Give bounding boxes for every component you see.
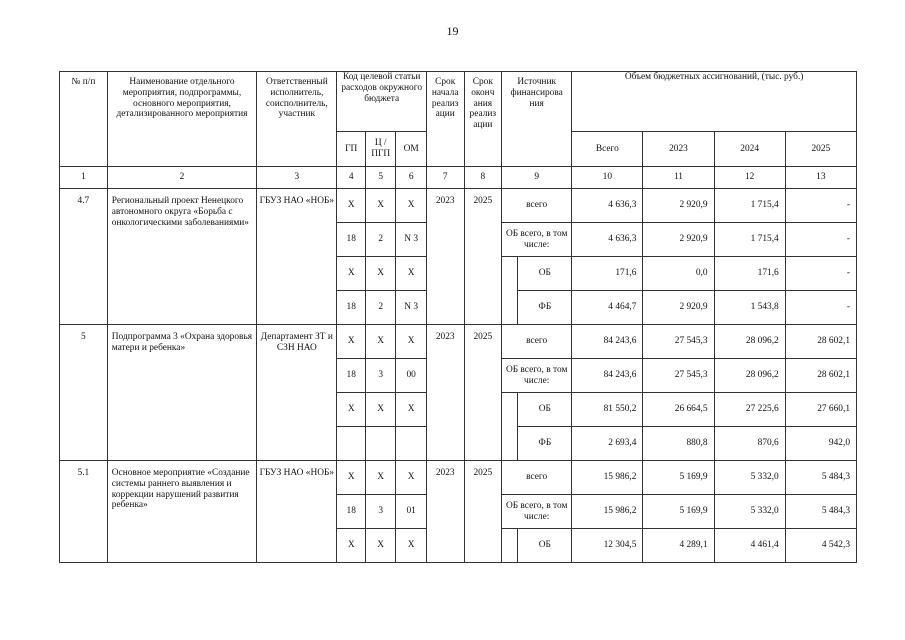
code-cpgp: 2 xyxy=(365,291,395,325)
value-year-3: 942,0 xyxy=(785,427,856,461)
column-number: 6 xyxy=(396,167,426,189)
value-year-1: 2 920,9 xyxy=(643,223,714,257)
header-source: Источник финансирова ния xyxy=(502,72,572,167)
column-number: 2 xyxy=(107,167,256,189)
source-indent xyxy=(502,427,518,461)
value-year-3: - xyxy=(785,257,856,291)
code-cpgp: Х xyxy=(365,529,395,563)
value-total: 81 550,2 xyxy=(572,393,643,427)
source: ОБ всего, в том числе: xyxy=(502,359,572,393)
value-total: 2 693,4 xyxy=(572,427,643,461)
row-responsible: Департамент ЗТ и СЗН НАО xyxy=(257,325,337,461)
code-cpgp: 3 xyxy=(365,495,395,529)
value-year-2: 1 715,4 xyxy=(714,189,785,223)
value-year-3: 5 484,3 xyxy=(785,495,856,529)
code-om: Х xyxy=(396,189,426,223)
table-row xyxy=(60,189,857,223)
source-indent xyxy=(502,393,518,427)
code-cpgp: Х xyxy=(365,393,395,427)
value-year-3: 28 602,1 xyxy=(785,359,856,393)
code-om: 00 xyxy=(396,359,426,393)
column-number: 10 xyxy=(572,167,643,189)
code-om: 01 xyxy=(396,495,426,529)
row-end: 2025 xyxy=(464,325,502,461)
value-total: 15 986,2 xyxy=(572,461,643,495)
header-volume: Объем бюджетных ассигнований, (тыс. руб.) xyxy=(572,72,857,132)
value-year-2: 5 332,0 xyxy=(714,461,785,495)
row-name: Региональный проект Ненецкого автономного округа «Борьба с онкологическими заболеваниями» xyxy=(107,189,256,325)
row-num: 4.7 xyxy=(60,189,108,325)
table-row xyxy=(60,461,857,495)
header-cpgp: Ц / ПГП xyxy=(365,132,395,167)
row-start: 2023 xyxy=(426,461,464,563)
value-year-1: 0,0 xyxy=(643,257,714,291)
source: всего xyxy=(502,189,572,223)
code-cpgp: Х xyxy=(365,257,395,291)
source: ОБ всего, в том числе: xyxy=(502,495,572,529)
header-start: Срок начала реализ ации xyxy=(426,72,464,167)
row-num: 5 xyxy=(60,325,108,461)
code-om: Х xyxy=(396,529,426,563)
column-number: 7 xyxy=(426,167,464,189)
code-cpgp: 2 xyxy=(365,223,395,257)
row-end: 2025 xyxy=(464,461,502,563)
table-row xyxy=(60,325,857,359)
code-gp: Х xyxy=(337,189,365,223)
value-year-2: 1 543,8 xyxy=(714,291,785,325)
value-year-3: 4 542,3 xyxy=(785,529,856,563)
source-indent xyxy=(502,529,518,563)
column-number: 1 xyxy=(60,167,108,189)
code-cpgp: Х xyxy=(365,325,395,359)
value-total: 171,6 xyxy=(572,257,643,291)
code-gp: 18 xyxy=(337,495,365,529)
source: ОБ всего, в том числе: xyxy=(502,223,572,257)
value-year-1: 26 664,5 xyxy=(643,393,714,427)
header-year-3: 2025 xyxy=(785,132,856,167)
value-year-3: - xyxy=(785,223,856,257)
value-year-2: 28 096,2 xyxy=(714,359,785,393)
code-gp xyxy=(337,427,365,461)
column-number: 11 xyxy=(643,167,714,189)
value-year-1: 2 920,9 xyxy=(643,291,714,325)
header-year-1: 2023 xyxy=(643,132,714,167)
row-name: Подпрограмма 3 «Охрана здоровья матери и ребенка» xyxy=(107,325,256,461)
code-gp: 18 xyxy=(337,291,365,325)
code-gp: Х xyxy=(337,529,365,563)
code-gp: Х xyxy=(337,257,365,291)
value-year-3: 27 660,1 xyxy=(785,393,856,427)
row-responsible: ГБУЗ НАО «НОБ» xyxy=(257,461,337,563)
code-cpgp xyxy=(365,427,395,461)
row-end: 2025 xyxy=(464,189,502,325)
column-number: 4 xyxy=(337,167,365,189)
value-year-1: 2 920,9 xyxy=(643,189,714,223)
code-gp: Х xyxy=(337,393,365,427)
code-om: Х xyxy=(396,461,426,495)
value-year-1: 5 169,9 xyxy=(643,461,714,495)
header-code: Код целевой статьи расходов окружного бюджета xyxy=(337,72,426,132)
source: всего xyxy=(502,461,572,495)
row-name: Основное мероприятие «Создание системы раннего выявления и коррекции нарушений развития ребенка» xyxy=(107,461,256,563)
value-year-2: 28 096,2 xyxy=(714,325,785,359)
row-num: 5.1 xyxy=(60,461,108,563)
source: всего xyxy=(502,325,572,359)
code-om: Х xyxy=(396,257,426,291)
value-year-2: 1 715,4 xyxy=(714,223,785,257)
value-year-3: - xyxy=(785,291,856,325)
value-year-2: 4 461,4 xyxy=(714,529,785,563)
value-total: 12 304,5 xyxy=(572,529,643,563)
column-number: 3 xyxy=(257,167,337,189)
row-start: 2023 xyxy=(426,325,464,461)
source-indent xyxy=(502,257,518,291)
value-year-3: 28 602,1 xyxy=(785,325,856,359)
column-number: 13 xyxy=(785,167,856,189)
value-total: 15 986,2 xyxy=(572,495,643,529)
value-total: 84 243,6 xyxy=(572,359,643,393)
header-om: ОМ xyxy=(396,132,426,167)
code-gp: Х xyxy=(337,461,365,495)
code-gp: Х xyxy=(337,325,365,359)
value-year-2: 5 332,0 xyxy=(714,495,785,529)
code-om xyxy=(396,427,426,461)
column-number: 12 xyxy=(714,167,785,189)
value-year-2: 171,6 xyxy=(714,257,785,291)
value-total: 84 243,6 xyxy=(572,325,643,359)
header-year-2: 2024 xyxy=(714,132,785,167)
header-name: Наименование отдельного мероприятия, подпрограммы, основного мероприятия, детализированного мероприятия xyxy=(107,72,256,167)
source: ФБ xyxy=(518,427,572,461)
value-total: 4 636,3 xyxy=(572,189,643,223)
value-year-3: - xyxy=(785,189,856,223)
row-start: 2023 xyxy=(426,189,464,325)
header-gp: ГП xyxy=(337,132,365,167)
column-number: 5 xyxy=(365,167,395,189)
code-cpgp: 3 xyxy=(365,359,395,393)
source: ФБ xyxy=(518,291,572,325)
code-gp: 18 xyxy=(337,359,365,393)
value-total: 4 464,7 xyxy=(572,291,643,325)
header-num: № п/п xyxy=(60,72,108,167)
header-total: Всего xyxy=(572,132,643,167)
code-om: N 3 xyxy=(396,223,426,257)
value-year-1: 27 545,3 xyxy=(643,359,714,393)
value-year-1: 4 289,1 xyxy=(643,529,714,563)
column-number: 8 xyxy=(464,167,502,189)
code-om: Х xyxy=(396,325,426,359)
source: ОБ xyxy=(518,529,572,563)
value-total: 4 636,3 xyxy=(572,223,643,257)
code-om: Х xyxy=(396,393,426,427)
code-cpgp: Х xyxy=(365,461,395,495)
source-indent xyxy=(502,291,518,325)
value-year-3: 5 484,3 xyxy=(785,461,856,495)
code-gp: 18 xyxy=(337,223,365,257)
source: ОБ xyxy=(518,393,572,427)
value-year-1: 27 545,3 xyxy=(643,325,714,359)
header-end: Срок оконч ания реализ ации xyxy=(464,72,502,167)
row-responsible: ГБУЗ НАО «НОБ» xyxy=(257,189,337,325)
value-year-1: 5 169,9 xyxy=(643,495,714,529)
header-responsible: Ответственный исполнитель, соисполнитель, участник xyxy=(257,72,337,167)
value-year-1: 880,8 xyxy=(643,427,714,461)
value-year-2: 870,6 xyxy=(714,427,785,461)
code-cpgp: Х xyxy=(365,189,395,223)
code-om: N 3 xyxy=(396,291,426,325)
value-year-2: 27 225,6 xyxy=(714,393,785,427)
page-number: 19 xyxy=(446,24,459,38)
column-number: 9 xyxy=(502,167,572,189)
source: ОБ xyxy=(518,257,572,291)
budget-table xyxy=(59,71,857,563)
